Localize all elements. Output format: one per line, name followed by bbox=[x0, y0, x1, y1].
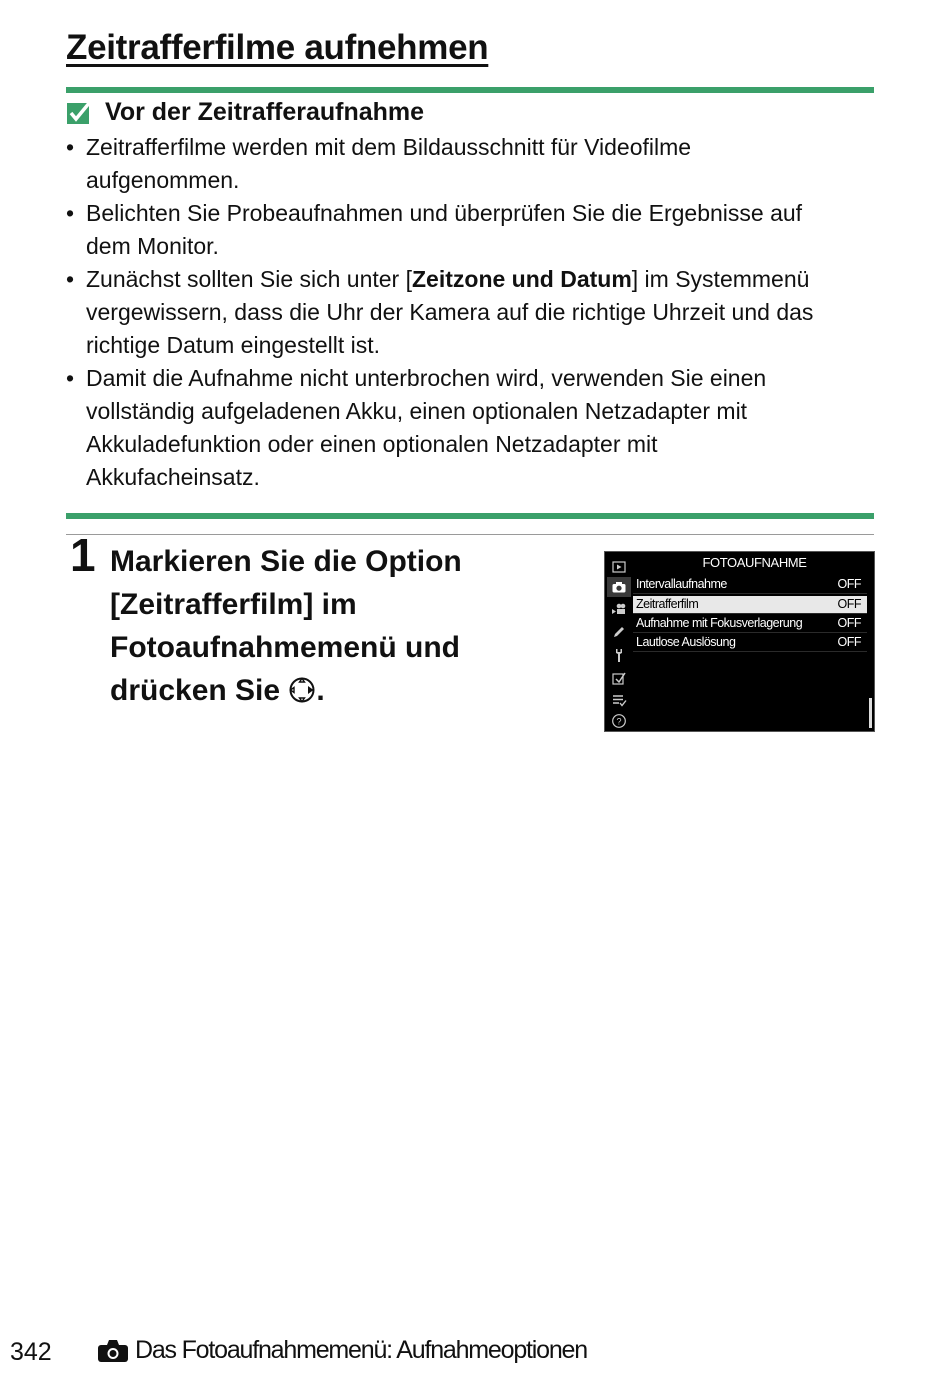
menu-sidebar bbox=[607, 555, 631, 731]
help-icon bbox=[611, 713, 627, 729]
menu-item-value: OFF bbox=[837, 616, 861, 630]
section-footer bbox=[97, 1336, 587, 1365]
menu-item-intervallaufnahme[interactable] bbox=[633, 576, 867, 594]
playback-icon bbox=[611, 559, 627, 575]
list-item: • Damit die Aufnahme nicht unterbrochen wird, verwenden Sie einen vollständig aufgeladenen Akku, einen optionalen Netzadapter mit Akkuladefunktion oder einen optionalen Netzadapter mit Akkufacheinsatz. bbox=[66, 362, 881, 494]
list-item: • Zeitrafferfilme werden mit dem Bildausschnitt für Videofilme aufgenommen. bbox=[66, 131, 881, 197]
menu-reference: Zeitzone und Datum bbox=[412, 266, 632, 292]
note-bullet-list bbox=[66, 131, 881, 494]
page-number: 342 bbox=[10, 1338, 52, 1366]
step-instruction: Markieren Sie die Option [Zeitrafferfilm] im Fotoaufnahmemenü und drücken Sie . bbox=[110, 545, 462, 707]
menu-item-label: Lautlose Auslösung bbox=[636, 635, 736, 649]
section-title: Das Fotoaufnahmemenü: Aufnahmeoptionen bbox=[135, 1336, 587, 1364]
note-heading bbox=[66, 98, 424, 127]
note-top-rule bbox=[66, 87, 874, 93]
menu-scrollbar[interactable] bbox=[869, 698, 872, 728]
step-divider bbox=[66, 534, 874, 535]
menu-item-label: Zeitrafferfilm bbox=[636, 597, 699, 611]
menu-item-lautlose-ausloesung[interactable] bbox=[633, 634, 867, 652]
menu-item-zeitrafferfilm[interactable] bbox=[633, 596, 867, 614]
camera-icon bbox=[611, 579, 627, 595]
menu-item-value: OFF bbox=[837, 577, 861, 591]
pencil-icon bbox=[611, 624, 627, 640]
multi-selector-right-icon bbox=[288, 676, 316, 704]
menu-title: FOTOAUFNAHME bbox=[702, 555, 807, 570]
camera-menu-screen bbox=[604, 551, 875, 732]
list-item: • Belichten Sie Probeaufnahmen und überprüfen Sie die Ergebnisse auf dem Monitor. bbox=[66, 197, 881, 263]
menu-item-fokusverlagerung[interactable] bbox=[633, 615, 867, 633]
camera-icon bbox=[97, 1339, 129, 1363]
note-heading-text: Vor der Zeitrafferaufnahme bbox=[105, 98, 425, 126]
menu-item-value: OFF bbox=[837, 597, 861, 611]
menu-item-value: OFF bbox=[837, 635, 861, 649]
page-title: Zeitrafferfilme aufnehmen bbox=[66, 28, 489, 67]
my-menu-icon bbox=[611, 692, 627, 708]
wrench-icon bbox=[611, 647, 627, 663]
note-bottom-rule bbox=[66, 513, 874, 519]
step-number: 1 bbox=[70, 529, 96, 581]
movie-icon bbox=[611, 601, 627, 617]
svg-text:?: ? bbox=[616, 716, 622, 727]
list-item: • Zunächst sollten Sie sich unter [Zeitzone und Datum] im Systemmenü vergewissern, dass die Uhr der Kamera auf die richtige Uhrzeit und das richtige Datum eingestellt ist. bbox=[66, 263, 881, 362]
retouch-icon bbox=[611, 670, 627, 686]
menu-item-label: Intervallaufnahme bbox=[636, 577, 727, 591]
menu-item-label: Aufnahme mit Fokusverlagerung bbox=[636, 616, 803, 630]
checkmark-icon bbox=[66, 101, 92, 125]
